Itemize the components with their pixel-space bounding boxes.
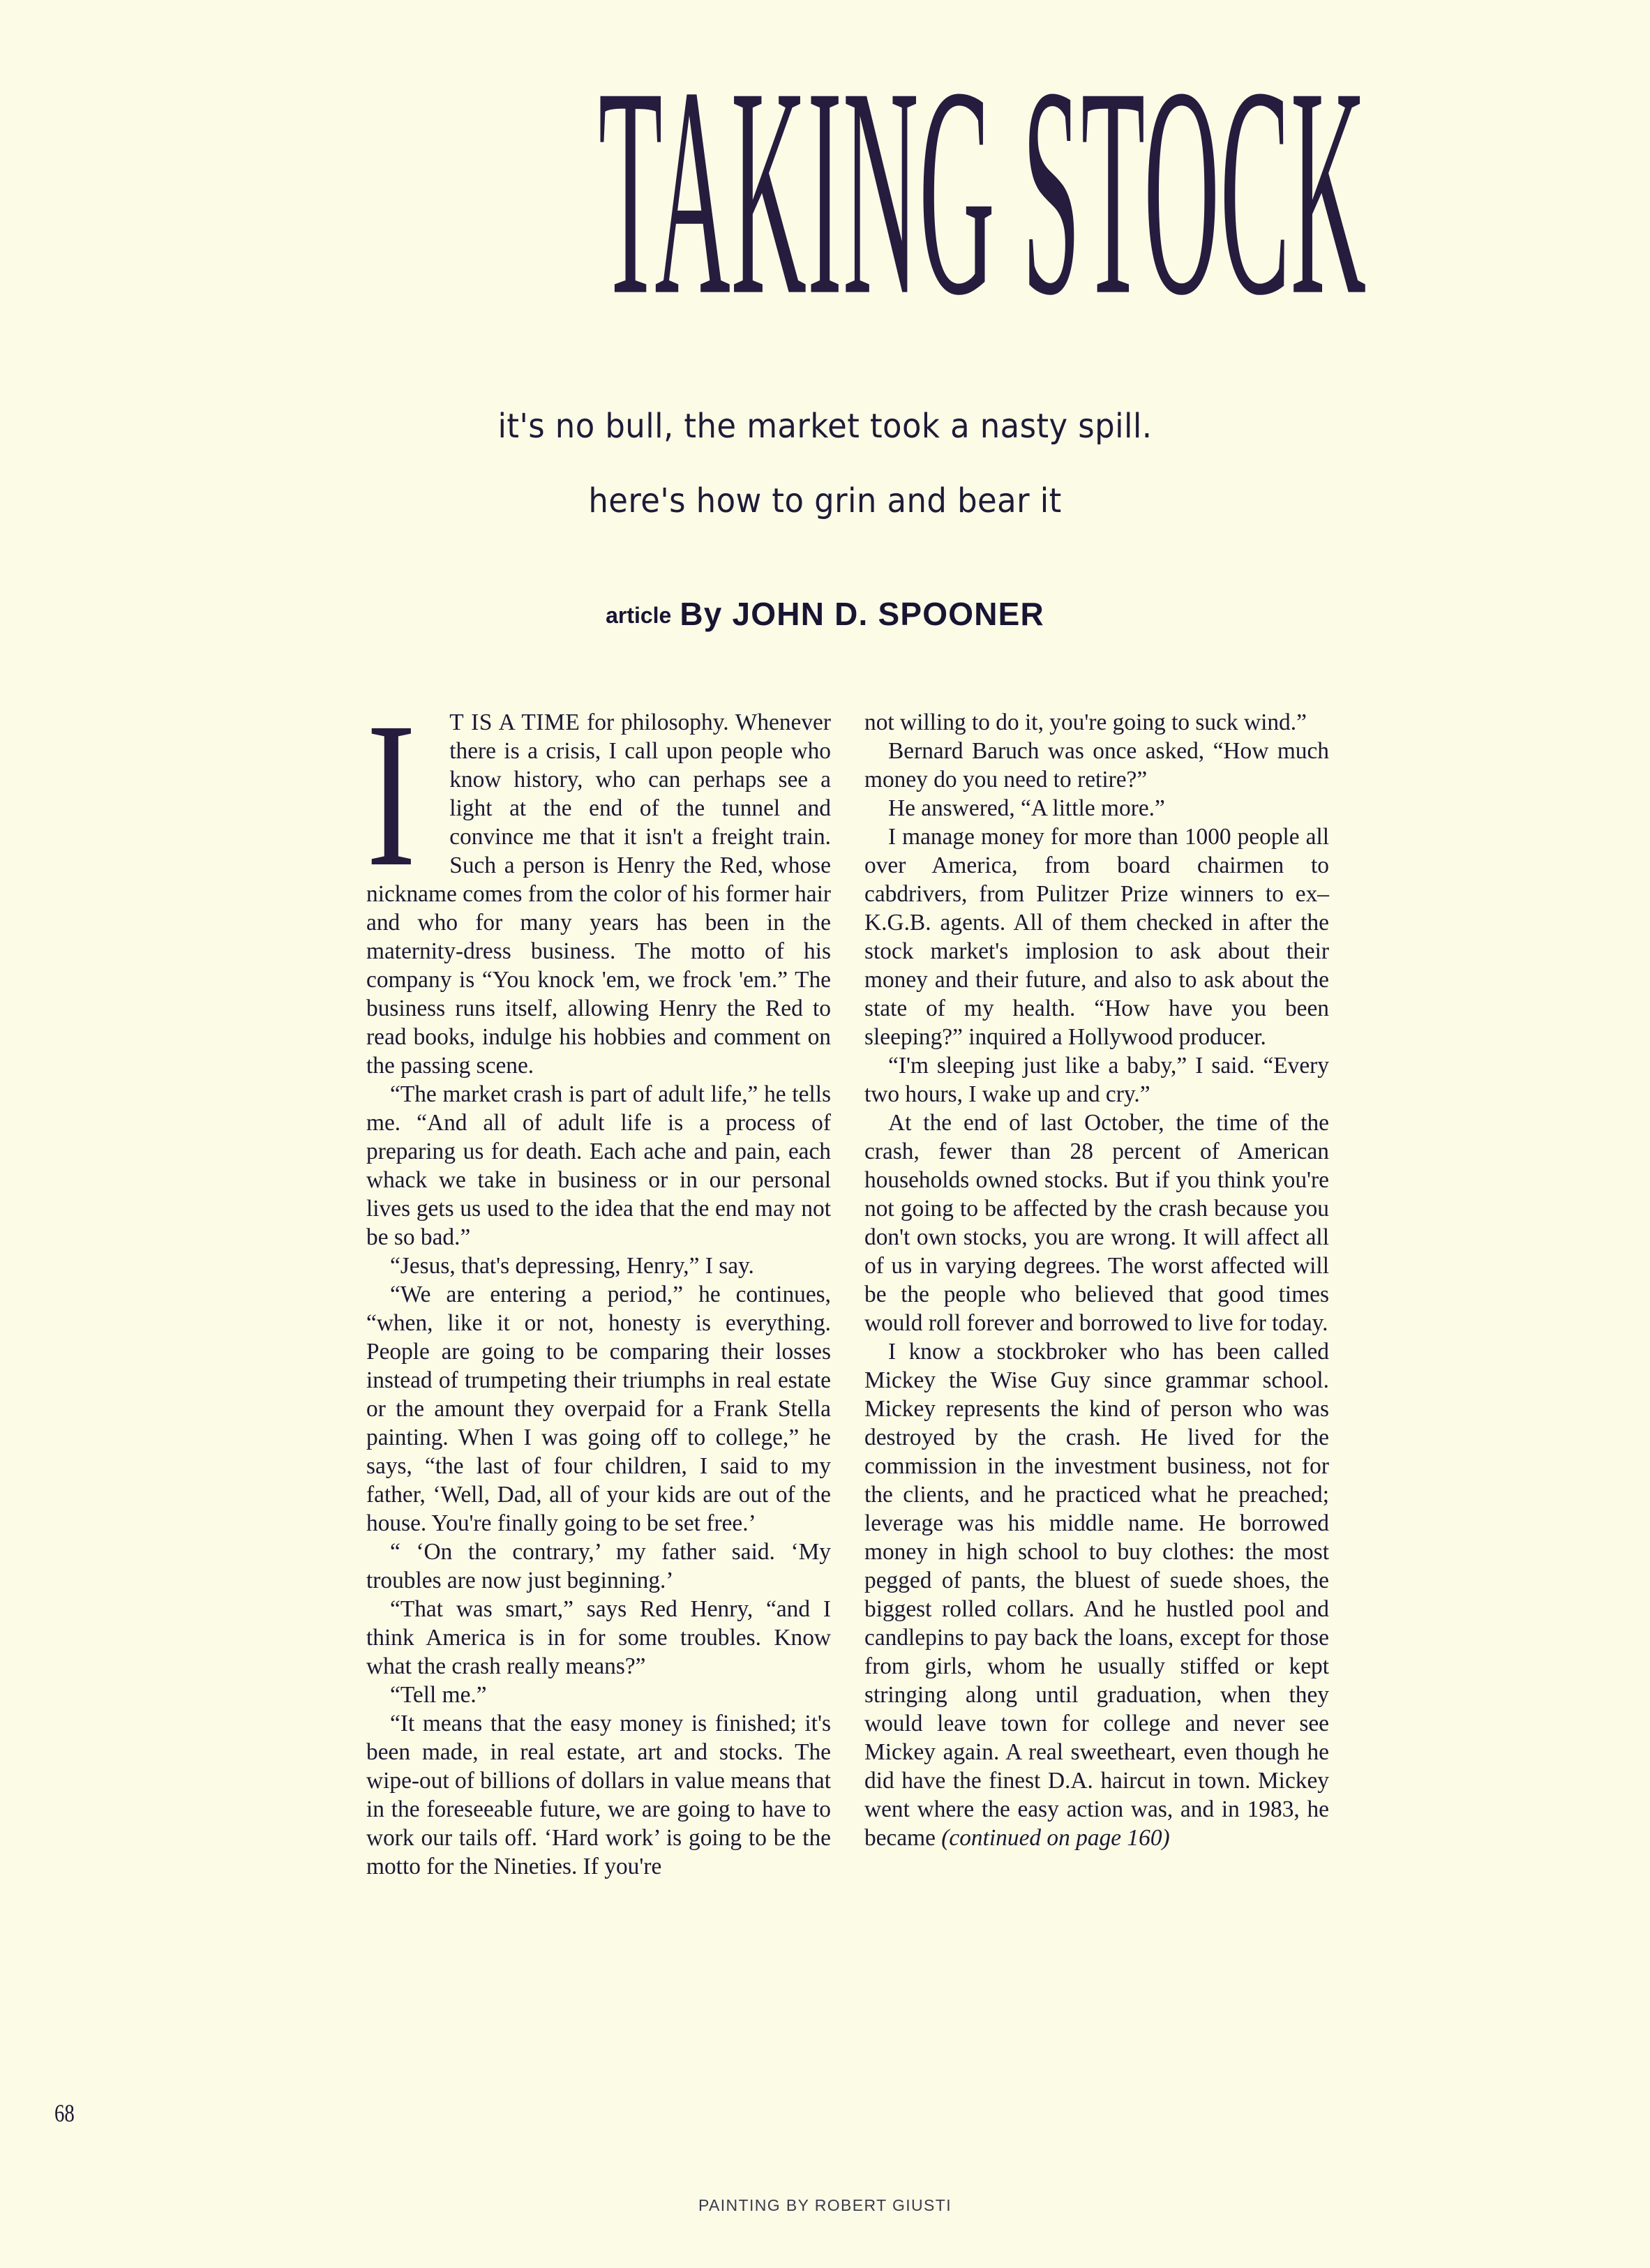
masthead (0, 0, 1650, 670)
paragraph: not willing to do it, you're going to suck wind.” (864, 709, 1307, 735)
paragraph: At the end of last October, the time of the crash, fewer than 28 percent of American households owned stocks. But if you think you're not going to be affected by the crash because you don't own stocks, you are wrong. It will affect all of us in varying degrees. The worst affected will be the people who believed that good times would roll forever and borrowed to live for today. (864, 1110, 1329, 1336)
paragraph (366, 679, 831, 1080)
paragraph: “The market crash is part of adult life,” he tells me. “And all of adult life is a process of preparing us for death. Each ache and pain, each whack we take in business or in our personal lives gets us used to the idea that the end may not be so bad.” (366, 1081, 831, 1250)
paragraph (864, 1337, 1329, 1852)
page-number: 68 (54, 2099, 75, 2127)
paragraph-text: for philosophy. Whenever there is a crisis, I call upon people who know history, who can perhaps see a light at the end of the tunnel and convince me that it isn't a freight train. Such a person is Henry the Red, whose nickname comes from the color of his former hair and who for many years has been in the maternity-dress business. The motto of his company is “You knock 'em, we frock 'em.” The business runs itself, allowing Henry the Red to read books, indulge his hobbies and comment on the passing scene. (366, 709, 831, 1079)
page-title: TAKING STOCK (598, 26, 1367, 358)
paragraph: “That was smart,” says Red Henry, “and I think America is in for some troubles. Know what the crash really means?” (366, 1596, 831, 1679)
paragraph: “Tell me.” (390, 1682, 487, 1708)
byline-author: By JOHN D. SPOONER (680, 596, 1044, 632)
paragraph: “I'm sleeping just like a baby,” I said. “Every two hours, I wake up and cry.” (864, 1053, 1329, 1107)
paragraph: Bernard Baruch was once asked, “How much money do you need to retire?” (864, 738, 1329, 793)
body-columns (366, 679, 1329, 2110)
paragraph: He answered, “A little more.” (888, 795, 1165, 821)
opening-small-caps: T IS A TIME (449, 709, 580, 735)
paragraph: “Jesus, that's depressing, Henry,” I say. (390, 1253, 754, 1279)
body-column-left (366, 679, 831, 2110)
continued-note[interactable]: (continued on page 160) (941, 1825, 1170, 1851)
paragraph: “ ‘On the contrary,’ my father said. ‘My troubles are now just beginning.’ (366, 1539, 831, 1593)
paragraph-text: I know a stockbroker who has been called Mickey the Wise Guy since grammar school. Mickey represents the kind of person who was destroyed by the crash. He lived for the commission in the investment business, not for the clients, and he practiced what he preached; leverage was his middle name. He borrowed money in high school to buy clothes: the most pegged of pants, the bluest of suede shoes, the biggest rolled collars. And he hustled pool and candlepins to pay back the loans, except for those from girls, whom he usually stiffed or kept stringing along until graduation, when they would leave town for college and never see Mickey again. A real sweetheart, even though he did have the finest D.A. haircut in town. Mickey went where the easy action was, and in 1983, he became (864, 1339, 1329, 1851)
paragraph: “We are entering a period,” he continues, “when, like it or not, honesty is everything. People are going to be comparing their losses instead of trumpeting their triumphs in real estate or the amount they overpaid for a Frank Stella painting. When I was going off to college,” he says, “the last of four children, I said to my father, ‘Well, Dad, all of your kids are out of the house. You're finally going to be set free.’ (366, 1282, 831, 1536)
byline-kicker: article (606, 603, 672, 628)
drop-cap: I (366, 679, 417, 910)
deck-line-1: it's no bull, the market took a nasty spill. (497, 406, 1153, 446)
paragraph: “It means that the easy money is finished; it's been made, in real estate, art and stocks. The wipe-out of billions of dollars in value means that in the foreseeable future, we are going to have to work our tails off. ‘Hard work’ is going to be the motto for the Nineties. If you're (366, 1711, 831, 1879)
paragraph: I manage money for more than 1000 people all over America, from board chairmen to cabdrivers, from Pulitzer Prize winners to ex–K.G.B. agents. All of them checked in after the stock market's implosion to ask about their money and their future, and also to ask about the state of my health. “How have you been sleeping?” inquired a Hollywood producer. (864, 824, 1329, 1050)
body-column-right (864, 708, 1329, 2110)
byline (0, 595, 1650, 633)
illustration-credit: PAINTING BY ROBERT GIUSTI (698, 2196, 952, 2214)
deck-line-2: here's how to grin and bear it (588, 481, 1062, 520)
